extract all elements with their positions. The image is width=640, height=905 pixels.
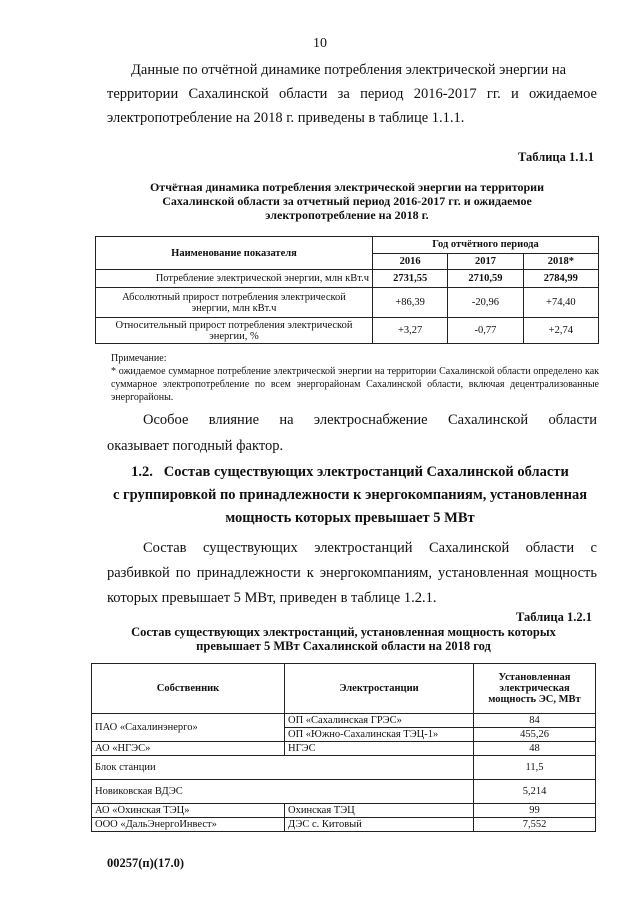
table-2-caption xyxy=(91,625,596,653)
table-row xyxy=(96,318,599,344)
row-name: Потребление электрической энергии, млн кВт.ч xyxy=(96,270,373,288)
station-cell: ДЭС с. Китовый xyxy=(285,818,474,832)
row-value: +2,74 xyxy=(523,318,598,344)
table-2-number: Таблица 1.2.1 xyxy=(515,610,592,624)
header-year-2016: 2016 xyxy=(373,253,448,270)
table-row xyxy=(92,714,596,728)
owner-cell: АО «НГЭС» xyxy=(92,742,285,756)
table-row xyxy=(92,780,596,804)
table-1-caption-line-3: электропотребление на 2018 г. xyxy=(265,208,429,222)
composition-line-3: которых превышает 5 МВт, приведен в таблице 1.2.1. xyxy=(107,590,437,606)
header-owner: Собственник xyxy=(92,664,285,714)
row-value: -20,96 xyxy=(448,288,523,318)
capacity-cell: 7,552 xyxy=(474,818,596,832)
station-cell: Охинская ТЭЦ xyxy=(285,804,474,818)
section-number: 1.2. xyxy=(131,464,153,480)
owner-cell: ООО «ДальЭнергоИнвест» xyxy=(92,818,285,832)
header-indicator-name: Наименование показателя xyxy=(96,237,373,270)
row-value: 2710,59 xyxy=(448,270,523,288)
row-value: 2731,55 xyxy=(373,270,448,288)
table-row xyxy=(92,804,596,818)
header-year-2018: 2018* xyxy=(523,253,598,270)
owner-cell: АО «Охинская ТЭЦ» xyxy=(92,804,285,818)
note-title: Примечание: xyxy=(111,353,167,364)
table-row xyxy=(92,818,596,832)
section-heading-line-3: мощность которых превышает 5 МВт xyxy=(225,510,475,526)
intro-line-3: электропотребление на 2018 г. приведены в таблице 1.1.1. xyxy=(107,110,465,126)
composition-line-2: разбивкой по принадлежности к энергокомпаниям, установленная мощность xyxy=(107,565,597,581)
owner-cell: ПАО «Сахалинэнерго» xyxy=(92,714,285,742)
weather-line-2: оказывает погодный фактор. xyxy=(107,438,284,454)
station-cell: НГЭС xyxy=(285,742,474,756)
table-row xyxy=(96,270,599,288)
capacity-cell: 48 xyxy=(474,742,596,756)
capacity-cell: 84 xyxy=(474,714,596,728)
merged-label-cell: Блок станции xyxy=(92,756,474,780)
row-value: +3,27 xyxy=(373,318,448,344)
header-capacity: Установленная электрическая мощность ЭС, МВт xyxy=(474,664,596,714)
table-2-caption-line-1: Состав существующих электростанций, установленная мощность которых xyxy=(131,625,556,639)
row-name: Абсолютный прирост потребления электрической энергии, млн кВт.ч xyxy=(96,288,373,318)
intro-line-1: Данные по отчётной динамике потребления электрической энергии на xyxy=(131,62,567,78)
composition-line-1: Состав существующих электростанций Сахалинской области с xyxy=(143,540,597,556)
row-value: -0,77 xyxy=(448,318,523,344)
power-plants-table xyxy=(91,663,596,832)
header-station: Электростанции xyxy=(285,664,474,714)
capacity-cell: 99 xyxy=(474,804,596,818)
table-row xyxy=(92,756,596,780)
row-value: 2784,99 xyxy=(523,270,598,288)
header-period: Год отчётного периода xyxy=(373,237,599,254)
weather-line-1: Особое влияние на электроснабжение Сахалинской области xyxy=(143,412,597,428)
capacity-cell: 11,5 xyxy=(474,756,596,780)
capacity-cell: 455,26 xyxy=(474,728,596,742)
document-code: 00257(п)(17.0) xyxy=(107,856,184,870)
table-1-caption xyxy=(95,180,599,222)
table-1-note xyxy=(111,352,599,404)
table-row xyxy=(92,742,596,756)
header-year-2017: 2017 xyxy=(448,253,523,270)
section-title-1: Состав существующих электростанций Сахалинской области xyxy=(163,464,569,480)
section-heading xyxy=(100,461,600,530)
section-heading-line-1 xyxy=(100,461,600,484)
row-name: Относительный прирост потребления электрической энергии, % xyxy=(96,318,373,344)
station-cell: ОП «Южно-Сахалинская ТЭЦ-1» xyxy=(285,728,474,742)
table-1-caption-line-2: Сахалинской области за отчетный период 2016-2017 гг. и ожидаемое xyxy=(162,194,532,208)
station-cell: ОП «Сахалинская ГРЭС» xyxy=(285,714,474,728)
table-1-caption-line-1: Отчётная динамика потребления электрической энергии на территории xyxy=(149,180,545,194)
row-value: +74,40 xyxy=(523,288,598,318)
section-heading-line-2: с группировкой по принадлежности к энергокомпаниям, установленная xyxy=(112,487,588,503)
note-text: * ожидаемое суммарное потребление электрической энергии на территории Сахалинской области определено как суммарное электропотребление по всем энергорайонам Сахалинской области, включая децентрализованные энергорайоны. xyxy=(111,366,599,403)
table-1-number: Таблица 1.1.1 xyxy=(517,150,594,164)
capacity-cell: 5,214 xyxy=(474,780,596,804)
table-row xyxy=(96,288,599,318)
table-2-caption-line-2: превышает 5 МВт Сахалинской области на 2018 год xyxy=(196,639,491,653)
merged-label-cell: Новиковская ВДЭС xyxy=(92,780,474,804)
page-number: 10 xyxy=(313,36,327,51)
consumption-table xyxy=(95,236,599,344)
intro-line-2: территории Сахалинской области за период 2016-2017 гг. и ожидаемое xyxy=(107,86,597,102)
row-value: +86,39 xyxy=(373,288,448,318)
